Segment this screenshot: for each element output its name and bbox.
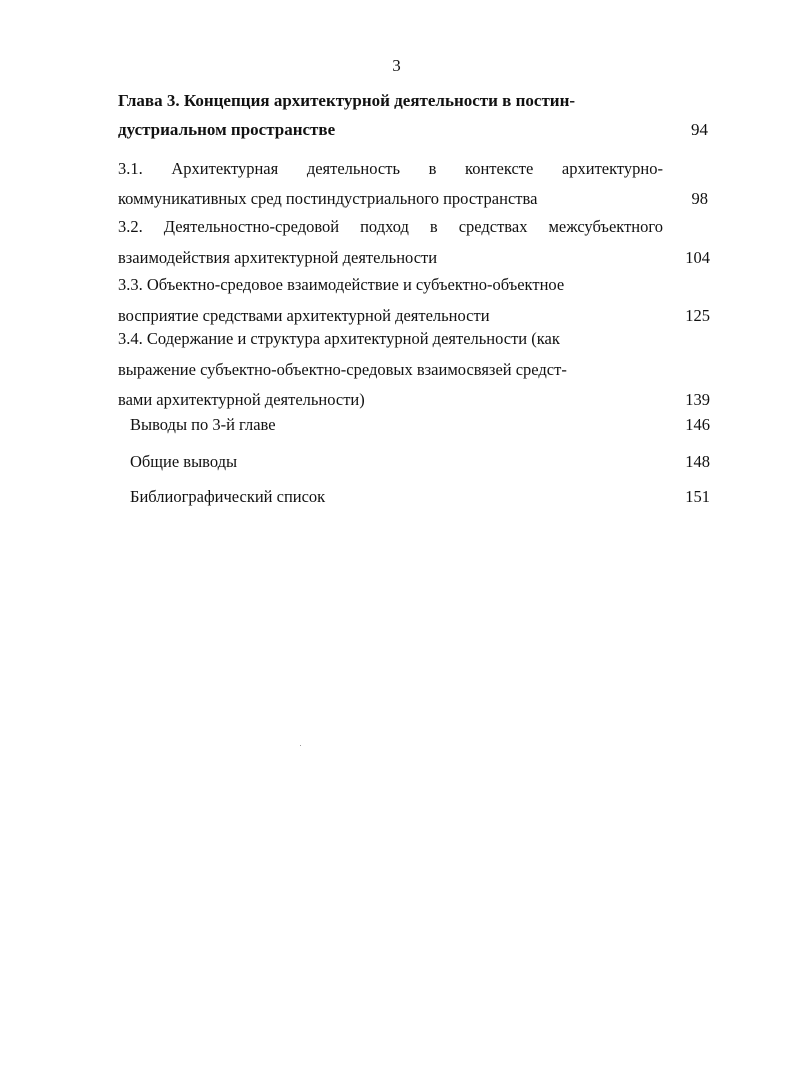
toc-entry-3-3-line2: восприятие средствами архитектурной деятельности: [118, 306, 490, 325]
toc-entry-3-1-page: 98: [691, 189, 708, 208]
chapter-page: 94: [691, 120, 708, 139]
toc-entry-3-1-line2: коммуникативных сред постиндустриального пространства: [118, 189, 538, 208]
toc-entry-3-2-line1: 3.2. Деятельностно-средовой подход в средствах межсубъектного: [118, 217, 663, 236]
toc-general-conclusions-page: 148: [685, 452, 710, 471]
toc-entry-3-4-line3: вами архитектурной деятельности): [118, 390, 365, 409]
toc-entry-3-2-line2: взаимодействия архитектурной деятельности: [118, 248, 438, 267]
scan-speck: [300, 745, 301, 746]
page-number: 3: [392, 56, 401, 75]
toc-entry-3-4-line1: 3.4. Содержание и структура архитектурной деятельности (как: [118, 329, 560, 348]
toc-bibliography-page: 151: [685, 487, 710, 506]
toc-entry-3-3-line1: 3.3. Объектно-средовое взаимодействие и субъектно-объектное: [118, 275, 565, 294]
chapter-title-line1: Глава 3. Концепция архитектурной деятельности в постин-: [118, 91, 576, 110]
toc-conclusions-chapter-page: 146: [685, 415, 710, 434]
toc-entry-3-2-page: 104: [685, 248, 710, 267]
toc-entry-3-3-page: 125: [685, 306, 710, 325]
toc-entry-3-4-page: 139: [685, 390, 710, 409]
toc-general-conclusions: Общие выводы: [130, 452, 238, 471]
chapter-title-line2: дустриальном пространстве: [118, 120, 336, 139]
toc-bibliography: Библиографический список: [130, 487, 326, 506]
toc-conclusions-chapter: Выводы по 3-й главе: [130, 415, 276, 434]
toc-entry-3-4-line2: выражение субъектно-объектно-средовых взаимосвязей средст-: [118, 360, 567, 379]
toc-entry-3-1-line1: 3.1. Архитектурная деятельность в контексте архитектурно-: [118, 159, 663, 178]
